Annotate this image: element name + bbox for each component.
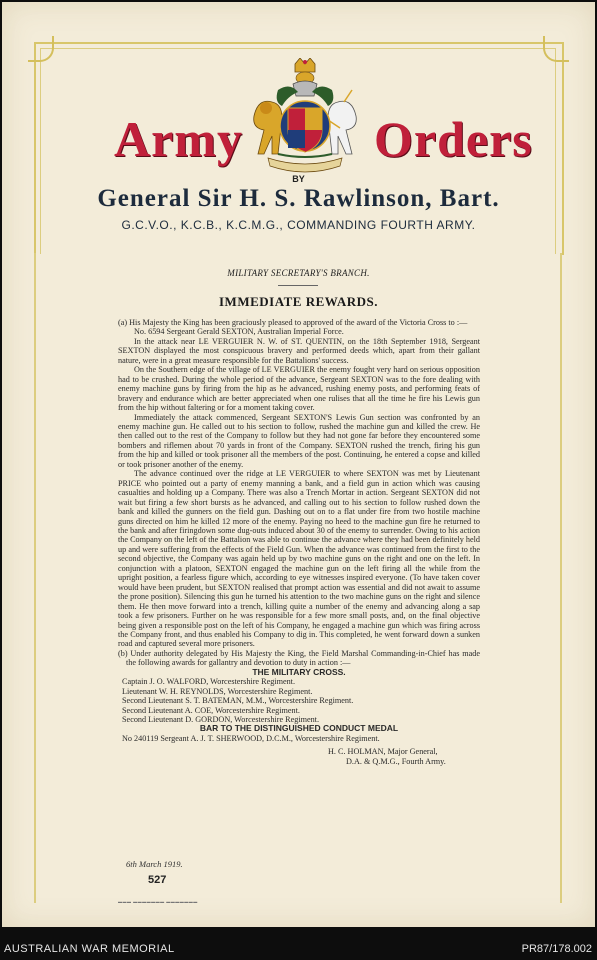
section-heading: IMMEDIATE REWARDS. <box>219 294 378 309</box>
border-left-line <box>34 253 36 903</box>
general-name: General Sir H. S. Rawlinson, Bart. <box>97 185 500 212</box>
order-number: 527 <box>148 874 167 886</box>
paragraph-b-intro: (b) Under authority delegated by His Majesty the King, the Field Marshal Commanding-in-Chief has made the following awards for gallantry and devotion to duty in action :— <box>118 648 480 668</box>
paragraph-a-intro: (a) His Majesty the King has been graciously pleased to approved of the award of the Victoria Cross to :— <box>118 318 468 327</box>
title-army: Army <box>114 111 243 167</box>
general-decorations: G.C.V.O., K.C.B., K.C.M.G., COMMANDING FOURTH ARMY. <box>121 218 476 232</box>
printer-imprint-mark: ▬▬▬ ▬▬▬▬▬▬▬ ▬▬▬▬▬▬▬ <box>118 899 198 904</box>
order-body <box>118 318 480 766</box>
institution-credit: AUSTRALIAN WAR MEMORIAL <box>4 943 175 955</box>
soldier-line: No. 6594 Sergeant Gerald SEXTON, Australian Imperial Force. <box>134 327 344 337</box>
border-corner-ornament <box>543 36 569 62</box>
by-label: BY <box>292 174 305 184</box>
department-label: MILITARY SECRETARY'S BRANCH. <box>227 268 370 278</box>
citation-paragraph: On the Southern edge of the village of LE VERGUIER the enemy fought very hard on serious opposition had to be crushed. During the whole period of the advance, Sergeant SEXTON was to the fore dealing with enemy machine guns by firing from the hip as he advanced, rushing enemy posts, and performing feats of bravery and endurance which are better appreciated when one rulises that all the time he fire his Lewis gun from the hip without faltering or for a moment taking cover. <box>118 365 480 413</box>
catalogue-number: PR87/178.002 <box>521 943 592 955</box>
award-list-item: Second Lieutenant A. COE, Worcestershire Regiment. <box>122 705 300 715</box>
award-list-item: No 240119 Sergeant A. J. T. SHERWOOD, D.C.M., Worcestershire Regiment. <box>122 733 380 743</box>
citation-paragraph: The advance continued over the ridge at LE VERGUIER to where SEXTON was met by Lieutenant PRICE who pointed out a party of enemy manning a bank, and a field gun in action which was causing casualties and holding up a Company. There was also a Trench Mortar in action. Sergeant SEXTON did not wait but firing a few short bursts as he advanced, and calling out to his section to follow rushed down the bank and killed the gunners on the field gun. Dashing out on to a flat under fire from two hostile machine guns directed on him he killed 12 more of the enemy. Paying no heed to the machine gun fire he returned to the bank and after firingdown some dug-outs induced about 30 of the enemy to surrender. Owing to his action the Company on the left of the Battalion was able to continue the advance where they had been definitely held up and were suffering from the effects of the Field Gun. When the advance was continued from the first to the second objective, the Company was again held up by two machine guns on the right and one on the left. In conjunction with a platoon, SEXTON engaged the machine gun on the left firing all the while from the upright position, a fearless figure which, according to eye witnesses inspired everyone. (To have taken cover would have been prudent, but SEXTON realised that prompt action was essential and did not await to assume the prone position). Silencing this gun he turned his attention to the two machine guns on the right and silence them. He then move forward into a trench, killing quite a number of the enemy and advancing along a sap took a few prisoners. Further on he was responsible for a few more small posts, and, on the final objective being given a responsible post on the left of his Company, he engaged a machine gun which was firing across the Company front, and thus enabled his Company to dig in. This completed, he went forward down a sunken road and captured several more prisoners. <box>118 469 480 649</box>
citation-paragraph: In the attack near LE VERGUIER N. W. of ST. QUENTIN, on the 18th September 1918, Sergeant SEXTON displayed the most conspicuous bravery and performed deeds which, apart from their gallant nature, were in a great measure responsible for the Battalions' success. <box>118 336 480 365</box>
award-list-item: Second Lieutenant S. T. BATEMAN, M.M., Worcestershire Regiment. <box>122 696 354 706</box>
signatory-role: D.A. & Q.M.G., Fourth Army. <box>346 756 446 766</box>
award-list-item: Second Lieutenant D. GORDON, Worcestershire Regiment. <box>122 715 320 725</box>
military-cross-heading: THE MILITARY CROSS. <box>252 666 346 677</box>
document-sheet <box>2 2 595 927</box>
citation-paragraph: Immediately the attack commenced, Sergeant SEXTON'S Lewis Gun section was confronted by an enemy machine gun. He called out to his section to follow, rushed the machine gun and killed the crew. He then called out to the rest of the Company to follow but they had not gone far before they encountered some bombers and riflemen about 70 yards in front of the Company. SEXTON rushed the trench, firing his gun from the hip and killed or took prisoner all the members of the post. Continuing, he entered a copse and killed or took prisoner another of the enemy. <box>118 412 480 469</box>
divider <box>278 285 318 286</box>
border-right-line <box>560 253 562 903</box>
order-date: 6th March 1919. <box>126 859 183 869</box>
royal-coat-of-arms-icon <box>248 58 362 182</box>
title-orders: Orders <box>374 111 533 167</box>
award-list-item: Lieutenant W. H. REYNOLDS, Worcestershire Regiment. <box>122 686 313 696</box>
dcm-bar-heading: BAR TO THE DISTINGUISHED CONDUCT MEDAL <box>199 723 399 734</box>
award-list-item: Captain J. O. WALFORD, Worcestershire Regiment. <box>122 677 295 687</box>
signatory-name: H. C. HOLMAN, Major General, <box>328 747 438 757</box>
